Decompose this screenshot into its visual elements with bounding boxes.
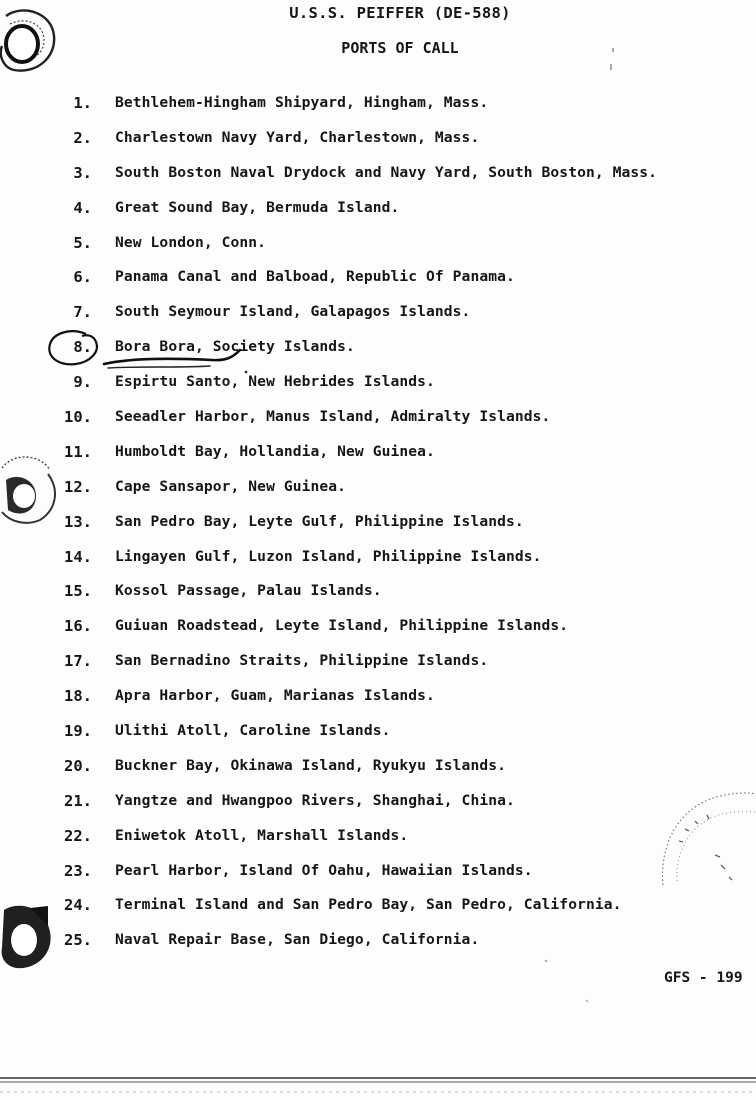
ports-of-call-list (0, 90, 756, 962)
list-item (0, 753, 756, 788)
list-item (0, 90, 756, 125)
item-number: 14. (64, 547, 92, 566)
list-item (0, 718, 756, 753)
list-item (0, 404, 756, 439)
port-name: Apra Harbor, Guam, Marianas Islands. (115, 687, 435, 705)
list-item (0, 195, 756, 230)
list-item (0, 578, 756, 613)
port-name: Eniwetok Atoll, Marshall Islands. (115, 826, 409, 844)
port-name: Bora Bora, Society Islands. (115, 338, 355, 356)
item-number: 11. (64, 442, 92, 461)
port-name: Humboldt Bay, Hollandia, New Guinea. (115, 442, 435, 460)
list-item (0, 544, 756, 579)
port-name: Terminal Island and San Pedro Bay, San Pedro, California. (115, 896, 622, 914)
document-subtitle: PORTS OF CALL (341, 39, 459, 57)
list-item (0, 264, 756, 299)
item-number: 23. (64, 861, 92, 880)
bottom-border-lines (0, 1074, 756, 1100)
list-item (0, 439, 756, 474)
item-number: 8. (73, 338, 92, 357)
list-item (0, 927, 756, 962)
handwritten-circle-mark (46, 328, 106, 370)
list-item (0, 892, 756, 927)
item-number: 2. (73, 128, 92, 147)
list-item (0, 474, 756, 509)
item-number: 6. (73, 268, 92, 287)
port-name: Panama Canal and Balboad, Republic Of Panama. (115, 268, 515, 286)
item-number: 3. (73, 163, 92, 182)
port-name: Espirtu Santo, New Hebrides Islands. (115, 373, 435, 391)
port-name: Guiuan Roadstead, Leyte Island, Philippine Islands. (115, 617, 569, 635)
item-number: 17. (64, 652, 92, 671)
port-name: Naval Repair Base, San Diego, California. (115, 931, 480, 949)
port-name: Ulithi Atoll, Caroline Islands. (115, 722, 391, 740)
item-number: 25. (64, 931, 92, 950)
port-name: Pearl Harbor, Island Of Oahu, Hawaiian Islands. (115, 861, 533, 879)
item-number: 1. (73, 94, 92, 112)
list-item (0, 509, 756, 544)
port-name: Buckner Bay, Okinawa Island, Ryukyu Islands. (115, 756, 506, 774)
list-item (0, 613, 756, 648)
port-name: New London, Conn. (115, 233, 267, 251)
item-number: 13. (64, 512, 92, 531)
port-name: Charlestown Navy Yard, Charlestown, Mass. (115, 128, 480, 146)
handwritten-underline-mark (100, 346, 280, 376)
item-number: 10. (64, 408, 92, 427)
item-number: 4. (73, 198, 92, 217)
port-name: Yangtze and Hwangpoo Rivers, Shanghai, China. (115, 791, 515, 809)
port-name: San Pedro Bay, Leyte Gulf, Philippine Islands. (115, 512, 524, 530)
list-item (0, 160, 756, 195)
list-item (0, 788, 756, 823)
item-number: 22. (64, 826, 92, 845)
item-number: 5. (73, 233, 92, 252)
item-number: 7. (73, 303, 92, 322)
item-number: 21. (64, 791, 92, 810)
port-name: Bethlehem-Hingham Shipyard, Hingham, Mass. (115, 94, 489, 111)
item-number: 18. (64, 687, 92, 706)
port-name: Great Sound Bay, Bermuda Island. (115, 198, 400, 216)
list-item (0, 125, 756, 160)
document-code: GFS - 199 (664, 970, 743, 986)
item-number: 24. (64, 896, 92, 915)
port-name: Kossol Passage, Palau Islands. (115, 582, 382, 600)
port-name: Seeadler Harbor, Manus Island, Admiralty Islands. (115, 408, 551, 426)
list-item (0, 858, 756, 893)
list-item (0, 683, 756, 718)
port-name: South Seymour Island, Galapagos Islands. (115, 303, 471, 321)
document-title: U.S.S. PEIFFER (DE-588) (289, 4, 511, 22)
item-number: 20. (64, 756, 92, 775)
list-item (0, 230, 756, 265)
item-number: 12. (64, 477, 92, 496)
item-number: 19. (64, 722, 92, 741)
list-item (0, 299, 756, 334)
port-name: Lingayen Gulf, Luzon Island, Philippine Islands. (115, 547, 542, 565)
port-name: South Boston Naval Drydock and Navy Yard, South Boston, Mass. (115, 163, 658, 181)
item-number: 16. (64, 617, 92, 636)
item-number: 9. (73, 373, 92, 392)
list-item (0, 648, 756, 683)
item-number: 15. (64, 582, 92, 601)
list-item (0, 823, 756, 858)
port-name: San Bernadino Straits, Philippine Islands. (115, 652, 489, 670)
port-name: Cape Sansapor, New Guinea. (115, 477, 347, 495)
